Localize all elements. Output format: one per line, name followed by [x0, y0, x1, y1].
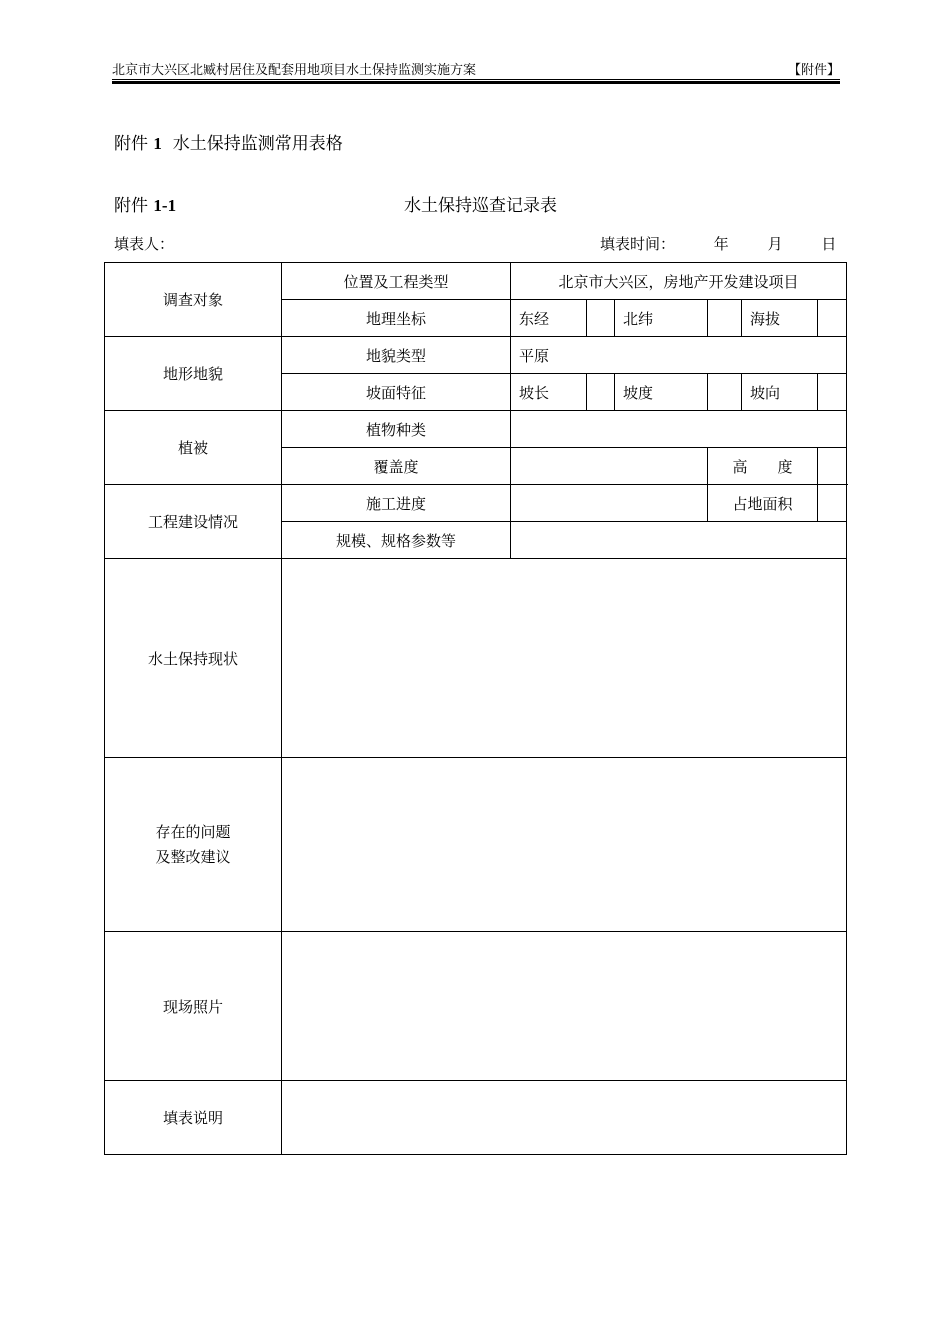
table-row — [105, 337, 847, 374]
plant-species-field[interactable] — [511, 411, 847, 448]
swc-status-label: 水土保持现状 — [105, 559, 282, 758]
table-row — [105, 411, 847, 448]
altitude-label: 海拔 — [742, 300, 818, 337]
slope-degree-label: 坡度 — [615, 374, 708, 411]
land-area-field[interactable] — [818, 485, 847, 522]
subhead-prefix: 附件 — [114, 196, 148, 216]
problems-label — [105, 758, 282, 932]
east-longitude-field[interactable] — [587, 300, 615, 337]
heading-num: 1 — [153, 134, 162, 153]
slope-feature-label: 坡面特征 — [282, 374, 511, 411]
table-row — [105, 559, 847, 758]
table-row — [105, 758, 847, 932]
page-header — [112, 62, 840, 80]
problems-label-line2: 及整改建议 — [155, 847, 231, 866]
location-type-label: 位置及工程类型 — [282, 263, 511, 300]
table-row — [105, 485, 847, 522]
notes-label: 填表说明 — [105, 1081, 282, 1155]
heading-prefix: 附件 — [114, 134, 148, 154]
appendix-heading — [114, 132, 343, 156]
table-row — [105, 1081, 847, 1155]
header-rule-thick — [112, 81, 840, 84]
north-latitude-field[interactable] — [708, 300, 742, 337]
landform-type-label: 地貌类型 — [282, 337, 511, 374]
table-title: 水土保持巡查记录表 — [404, 196, 557, 216]
vegetation-label: 植被 — [105, 411, 282, 485]
site-photos-field[interactable] — [282, 932, 847, 1081]
appendix-subhead — [114, 194, 176, 218]
plant-species-label: 植物种类 — [282, 411, 511, 448]
fill-time — [600, 233, 836, 255]
slope-length-label: 坡长 — [511, 374, 587, 411]
altitude-field[interactable] — [818, 300, 847, 337]
height-field[interactable] — [818, 448, 847, 485]
fill-time-day: 日 — [821, 235, 837, 253]
coverage-label: 覆盖度 — [282, 448, 511, 485]
land-area-label: 占地面积 — [708, 485, 818, 522]
heading-text: 水土保持监测常用表格 — [172, 134, 343, 154]
header-tag: 【附件】 — [787, 63, 840, 78]
slope-length-field[interactable] — [587, 374, 615, 411]
survey-object-label: 调查对象 — [105, 263, 282, 337]
north-latitude-label: 北纬 — [615, 300, 708, 337]
slope-aspect-field[interactable] — [818, 374, 847, 411]
site-photos-label: 现场照片 — [105, 932, 282, 1081]
height-label: 高 度 — [708, 448, 818, 485]
progress-label: 施工进度 — [282, 485, 511, 522]
east-longitude-label: 东经 — [511, 300, 587, 337]
scale-params-field[interactable] — [511, 522, 847, 559]
table-row — [105, 263, 847, 300]
progress-field[interactable] — [511, 485, 708, 522]
geo-coord-label: 地理坐标 — [282, 300, 511, 337]
problems-label-line1: 存在的问题 — [155, 822, 231, 841]
terrain-label: 地形地貌 — [105, 337, 282, 411]
filler-label: 填表人： — [114, 235, 175, 253]
inspection-record-table — [104, 262, 847, 1155]
header-rule-thin — [112, 79, 840, 80]
notes-field[interactable] — [282, 1081, 847, 1155]
fill-time-month: 月 — [767, 235, 783, 253]
slope-aspect-label: 坡向 — [742, 374, 818, 411]
problems-field[interactable] — [282, 758, 847, 932]
construction-label: 工程建设情况 — [105, 485, 282, 559]
swc-status-field[interactable] — [282, 559, 847, 758]
subhead-num: 1-1 — [153, 196, 177, 215]
landform-type-value: 平原 — [511, 337, 847, 374]
fill-time-year: 年 — [713, 235, 729, 253]
coverage-field[interactable] — [511, 448, 708, 485]
scale-params-label: 规模、规格参数等 — [282, 522, 511, 559]
location-type-value: 北京市大兴区，房地产开发建设项目 — [511, 263, 847, 300]
slope-degree-field[interactable] — [708, 374, 742, 411]
table-row — [105, 932, 847, 1081]
header-doc-title: 北京市大兴区北臧村居住及配套用地项目水土保持监测实施方案 — [112, 63, 477, 78]
fill-time-label: 填表时间： — [600, 235, 676, 253]
